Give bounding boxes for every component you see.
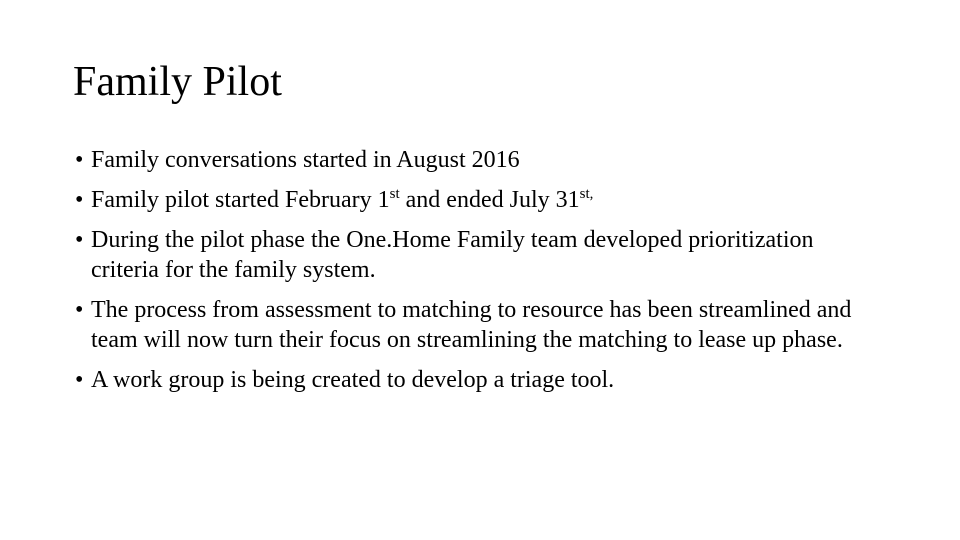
bullet-dot-icon: • (75, 187, 84, 213)
bullet-text: The process from assessment to matching to resource has been streamlined and team will now turn their focus on streamlining the matching to lease up phase. (91, 297, 852, 353)
bullet-text-part: and ended July 31 (399, 187, 580, 213)
bullet-text: During the pilot phase the One.Home Family team developed prioritization criteria for the family system. (91, 227, 814, 283)
bullet-dot-icon: • (75, 147, 84, 173)
bullet-list (75, 145, 875, 405)
bullet-text: Family conversations started in August 2016 (91, 147, 520, 173)
superscript: st, (579, 186, 594, 202)
bullet-text: A work group is being created to develop a triage tool. (91, 367, 615, 393)
bullet-dot-icon: • (75, 297, 84, 323)
bullet-item (75, 185, 875, 215)
bullet-item (75, 145, 875, 175)
bullet-dot-icon: • (75, 367, 84, 393)
bullet-item (75, 295, 875, 355)
superscript: st (389, 186, 400, 202)
slide-title: Family Pilot (73, 59, 282, 105)
bullet-item (75, 225, 875, 285)
bullet-dot-icon: • (75, 227, 84, 253)
bullet-item (75, 365, 875, 395)
bullet-text-part: Family pilot started February 1 (91, 187, 390, 213)
